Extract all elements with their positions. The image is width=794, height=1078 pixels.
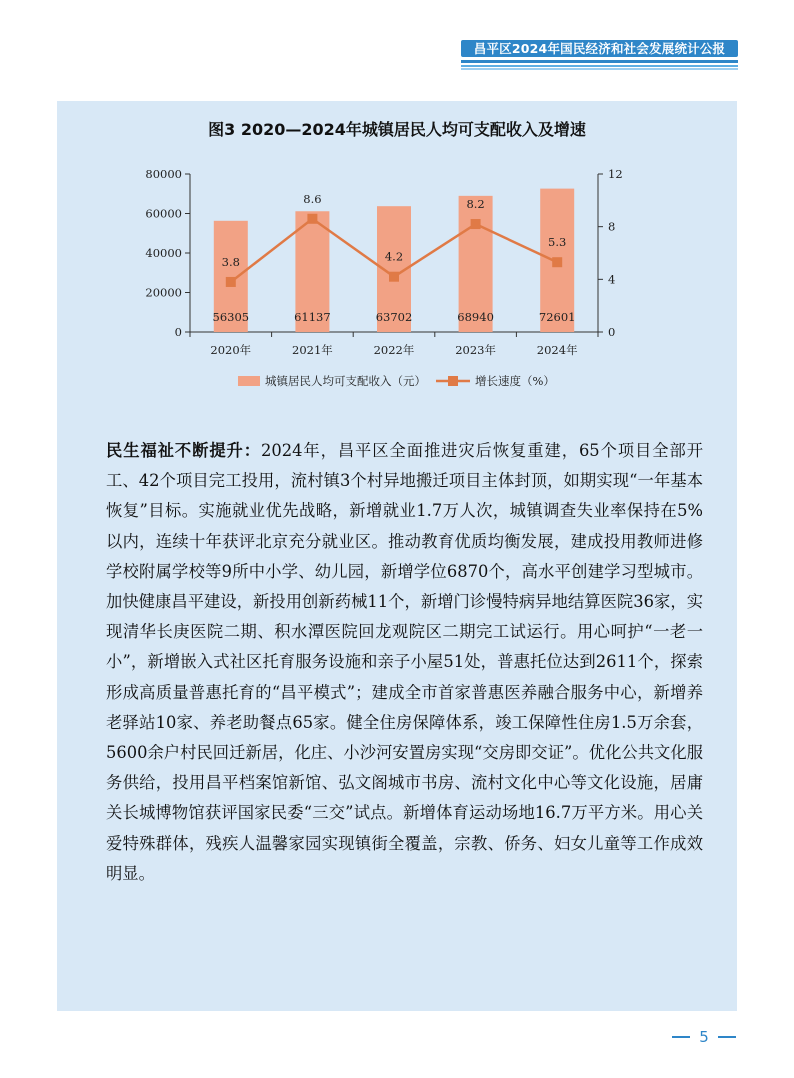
legend-line-label: 增长速度（%） — [475, 374, 555, 388]
page-number-value: 5 — [699, 1028, 709, 1046]
x-tick-label: 2024年 — [536, 343, 578, 357]
growth-point — [226, 277, 236, 287]
bar-value-label: 72601 — [538, 310, 576, 324]
right-tick-label: 4 — [608, 272, 616, 287]
right-tick-label: 0 — [608, 325, 616, 339]
x-tick-label: 2020年 — [210, 343, 252, 357]
growth-value-label: 8.2 — [466, 197, 485, 212]
bar-value-label: 63702 — [375, 310, 413, 324]
left-tick-label: 20000 — [145, 285, 182, 300]
legend-line-marker — [448, 376, 458, 386]
x-tick-label: 2022年 — [373, 343, 415, 357]
growth-value-label: 5.3 — [548, 235, 567, 250]
body-paragraph — [106, 436, 703, 889]
left-tick-label: 80000 — [145, 167, 182, 181]
bar-value-label: 68940 — [457, 310, 494, 324]
growth-point — [389, 272, 399, 282]
figure-title: 图3 2020—2024年城镇居民人均可支配收入及增速 — [208, 120, 586, 139]
page-number — [672, 1027, 736, 1047]
right-tick-label: 12 — [608, 167, 623, 181]
growth-value-label: 4.2 — [384, 249, 404, 264]
bar-value-label: 61137 — [294, 310, 331, 324]
growth-value-label: 8.6 — [303, 191, 322, 206]
page-dash-right — [718, 1036, 736, 1038]
x-tick-label: 2023年 — [455, 343, 496, 357]
report-title-banner: 昌平区2024年国民经济和社会发展统计公报 — [461, 40, 738, 57]
growth-point — [552, 257, 562, 267]
left-tick-label: 40000 — [145, 246, 182, 260]
page-dash-left — [672, 1036, 690, 1038]
legend-bar-swatch — [238, 376, 260, 386]
left-tick-label: 60000 — [145, 206, 182, 221]
paragraph-lead: 民生福祉不断提升： — [106, 441, 262, 460]
right-tick-label: 8 — [608, 219, 616, 234]
paragraph-text: 2024年，昌平区全面推进灾后恢复重建，65个项目全部开工、42个项目完工投用，流村镇3个村异地搬迁项目主体封顶，如期实现“一年基本恢复”目标。实施就业优先战略，新增就业1.7万人次，城镇调查失业率保持在5%以内，连续十年获评北京充分就业区。推动教育优质均衡发展，建成投用教师进修学校附属学校等9所中小学、幼儿园，新增学位6870个，高水平创建学习型城市。加快健康昌平建设，新投用创新药械11个，新增门诊慢特病异地结算医院36家，实现清华长庚医院二期、积水潭医院回龙观院区二期完工试运行。用心呵护“一老一小”，新增嵌入式社区托育服务设施和亲子小屋51处，普惠托位达到2611个，探索形成高质量普惠托育的“昌平模式”；建成全市首家普惠医养融合服务中心，新增养老驿站10家、养老助餐点65家。健全住房保障体系，竣工保障性住房1.5万余套，5600余户村民回迁新居，化庄、小沙河安置房实现“交房即交证”。优化公共文化服务供给，投用昌平档案馆新馆、弘文阁城市书房、流村文化中心等文化设施，居庸关长城博物馆获评国家民委“三交”试点。新增体育运动场地16.7万平方米。用心关爱特殊群体，残疾人温馨家园实现镇街全覆盖，宗教、侨务、妇女儿童等工作成效明显。 — [106, 441, 703, 883]
growth-point — [307, 214, 317, 224]
income-chart — [57, 101, 737, 401]
left-tick-label: 0 — [174, 325, 182, 339]
legend-bar-label: 城镇居民人均可支配收入（元） — [265, 374, 426, 388]
growth-value-label: 3.8 — [221, 254, 240, 269]
header-stripes — [461, 60, 738, 72]
content-panel — [57, 101, 737, 1011]
x-tick-label: 2021年 — [292, 343, 333, 357]
bar-value-label: 56305 — [212, 310, 250, 324]
growth-point — [471, 219, 481, 229]
